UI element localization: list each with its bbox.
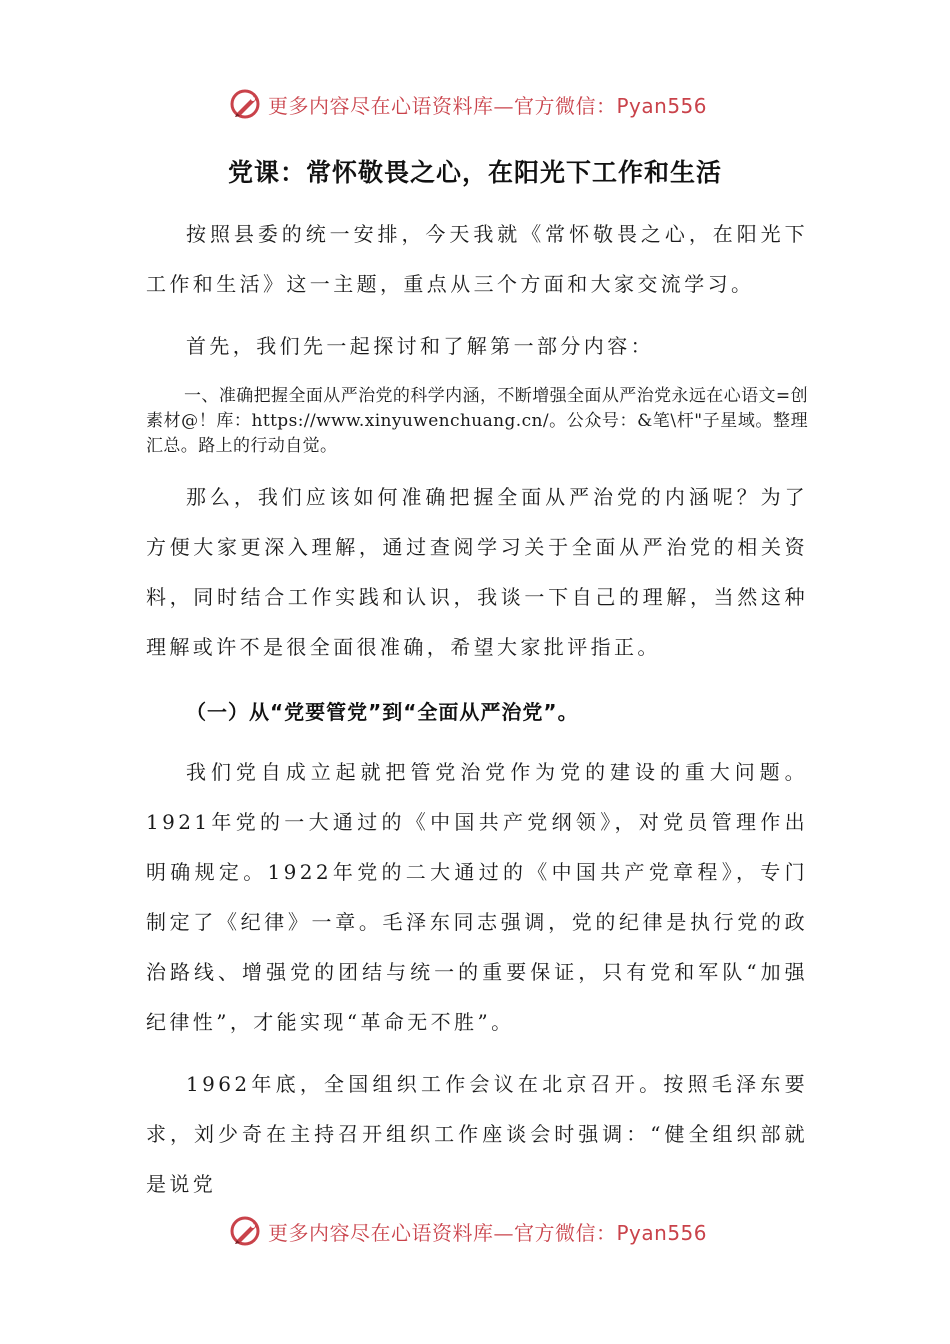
page-title: 党课：常怀敬畏之心，在阳光下工作和生活 [227,158,722,187]
paragraph-first-part: 首先，我们先一起探讨和了解第一部分内容： [186,334,654,358]
wechat-id-bottom: Pyan556 [616,1220,708,1245]
banner-text [268,90,707,119]
paragraph-understanding: 那么，我们应该如何准确把握全面从严治党的内涵呢？为了方便大家更深入理解，通过查阅学习关于全面从严治党的相关资料，同时结合工作实践和认识，我谈一下自己的理解，当然这种理解或许不是很全面很准确，希望大家批评指正。 [146,485,808,659]
paragraph-1962: 1962年底，全国组织工作会议在北京召开。按照毛泽东要求，刘少奇在主持召开组织工作座谈会时强调：“健全组织部就是说党 [146,1072,808,1196]
banner-content [228,84,707,124]
pen-logo-icon [228,1213,264,1249]
paragraph-section-one: 一、准确把握全面从严治党的科学内涵，不断增强全面从严治党永远在心语文=创素材@！库：https://www.xinyuwenchuang.cn/。公众号：&笔\杆"子星域。整理汇总。路上的行动自觉。 [146,386,808,456]
banner-content-bottom [228,1211,707,1251]
footer-banner [0,1211,950,1251]
banner-text-bottom [268,1217,707,1246]
section-heading: （一）从“党要管党”到“全面从严治党”。 [186,700,579,724]
banner-label-bottom: 更多内容尽在心语资料库—官方微信： [268,1220,617,1245]
banner-label: 更多内容尽在心语资料库—官方微信： [268,93,617,118]
paragraph-intro: 按照县委的统一安排，今天我就《常怀敬畏之心，在阳光下工作和生活》这一主题，重点从三个方面和大家交流学习。 [146,222,808,296]
pen-logo-icon [228,86,264,122]
header-banner [0,84,950,124]
paragraph-history: 我们党自成立起就把管党治党作为党的建设的重大问题。1921年党的一大通过的《中国共产党纲领》，对党员管理作出明确规定。1922年党的二大通过的《中国共产党章程》，专门制定了《纪律》一章。毛泽东同志强调，党的纪律是执行党的政治路线、增强党的团结与统一的重要保证，只有党和军队“加强纪律性”，才能实现“革命无不胜”。 [146,760,808,1034]
wechat-id: Pyan556 [616,93,708,118]
